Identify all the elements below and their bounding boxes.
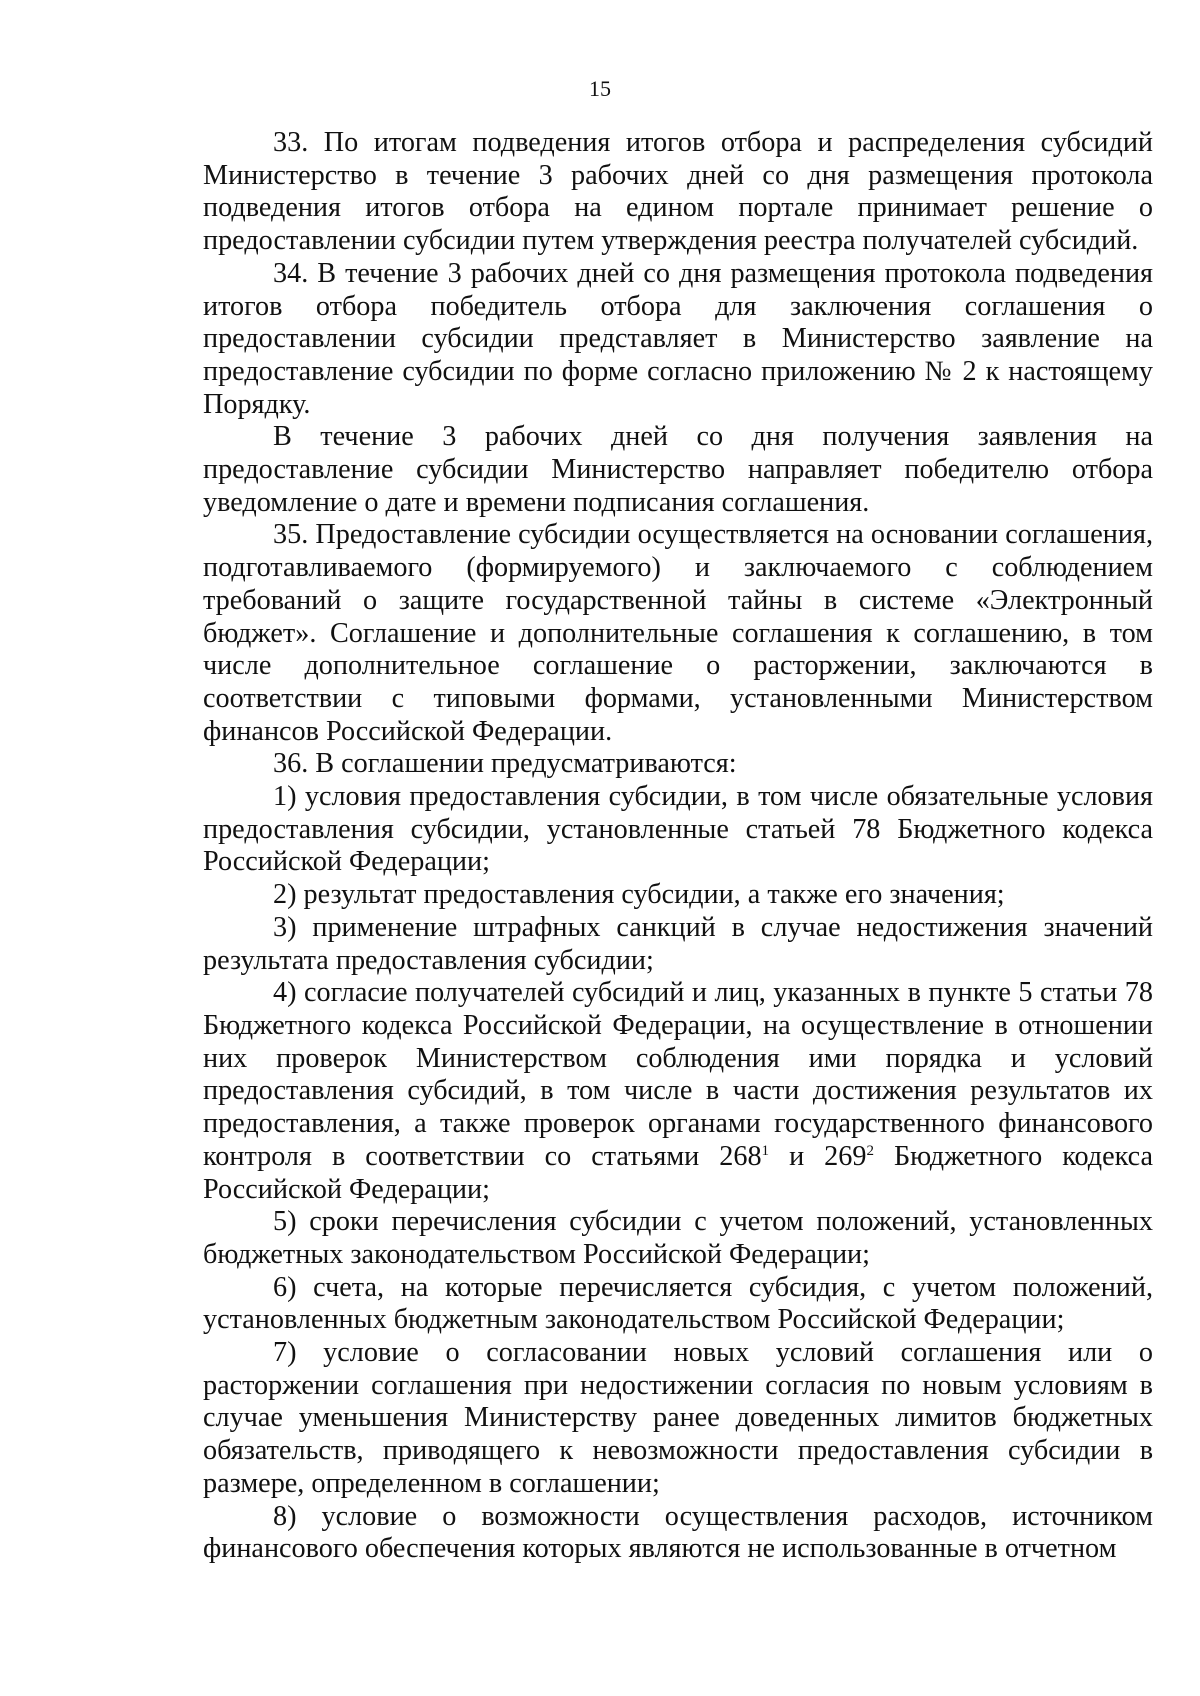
list-item-4 (203, 977, 1153, 1206)
list-item-4-text-end: Бюджетного кодекса Российской Федерации; (203, 1140, 1153, 1205)
list-item-6: 6) счета, на которые перечисляется субсидия, с учетом положений, установленных бюджетным законодательством Российской Федерации; (203, 1271, 1153, 1336)
list-item-4-text: 4) согласие получателей субсидий и лиц, указанных в пункте 5 статьи 78 Бюджетного кодекса Российской Федерации, на осуществление в отношении них проверок Министерством соблюдения ими порядка и условий предоставления субсидий, в том числе в части достижения результатов их предоставления, а также проверок органами государственного финансового контроля в соответствии со статьями 268 (203, 977, 1153, 1172)
paragraph-36: 36. В соглашении предусматриваются: (273, 748, 737, 780)
document-body (203, 127, 1153, 1566)
list-item-4-text-mid: и 269 (769, 1140, 867, 1172)
list-item-3: 3) применение штрафных санкций в случае недостижения значений результата предоставления субсидии; (203, 911, 1153, 976)
list-item-1: 1) условия предоставления субсидии, в том числе обязательные условия предоставления субсидии, установленные статьей 78 Бюджетного кодекса Российской Федерации; (203, 781, 1153, 878)
list-item-8: 8) условие о возможности осуществления расходов, источником финансового обеспечения которых являются не использованные в отчетном (203, 1500, 1153, 1565)
list-item-2: 2) результат предоставления субсидии, а также его значения; (273, 879, 1005, 911)
list-item-5: 5) сроки перечисления субсидии с учетом положений, установленных бюджетных законодательством Российской Федерации; (203, 1206, 1153, 1270)
paragraph-35: 35. Предоставление субсидии осуществляется на основании соглашения, подготавливаемого (формируемого) и заключаемого с соблюдением требований о защите государственной тайны в системе «Электронный бюджет». Соглашение и дополнительные соглашения к соглашению, в том числе дополнительное соглашение о расторжении, заключаются в соответствии с типовыми формами, установленными Министерством финансов Российской Федерации. (203, 519, 1153, 747)
list-item-7: 7) условие о согласовании новых условий соглашения или о расторжении соглашения при недостижении согласия по новым условиям в случае уменьшения Министерству ранее доведенных лимитов бюджетных обязательств, приводящего к невозможности предоставления субсидии в размере, определенном в соглашении; (203, 1337, 1153, 1499)
paragraph-33: 33. По итогам подведения итогов отбора и распределения субсидий Министерство в течение 3 рабочих дней со дня размещения протокола подведения итогов отбора на едином портале принимает решение о предоставлении субсидии путем утверждения реестра получателей субсидий. (203, 127, 1153, 257)
paragraph-34-notification: В течение 3 рабочих дней со дня получения заявления на предоставление субсидии Министерство направляет победителю отбора уведомление о дате и времени подписания соглашения. (203, 421, 1153, 518)
paragraph-34: 34. В течение 3 рабочих дней со дня размещения протокола подведения итогов отбора победитель отбора для заключения соглашения о предоставлении субсидии представляет в Министерство заявление на предоставление субсидии по форме согласно приложению № 2 к настоящему Порядку. (203, 257, 1153, 420)
footnote-superscript-2: 2 (866, 1142, 874, 1159)
page-number: 15 (589, 76, 611, 101)
footnote-superscript-1: 1 (761, 1142, 770, 1159)
